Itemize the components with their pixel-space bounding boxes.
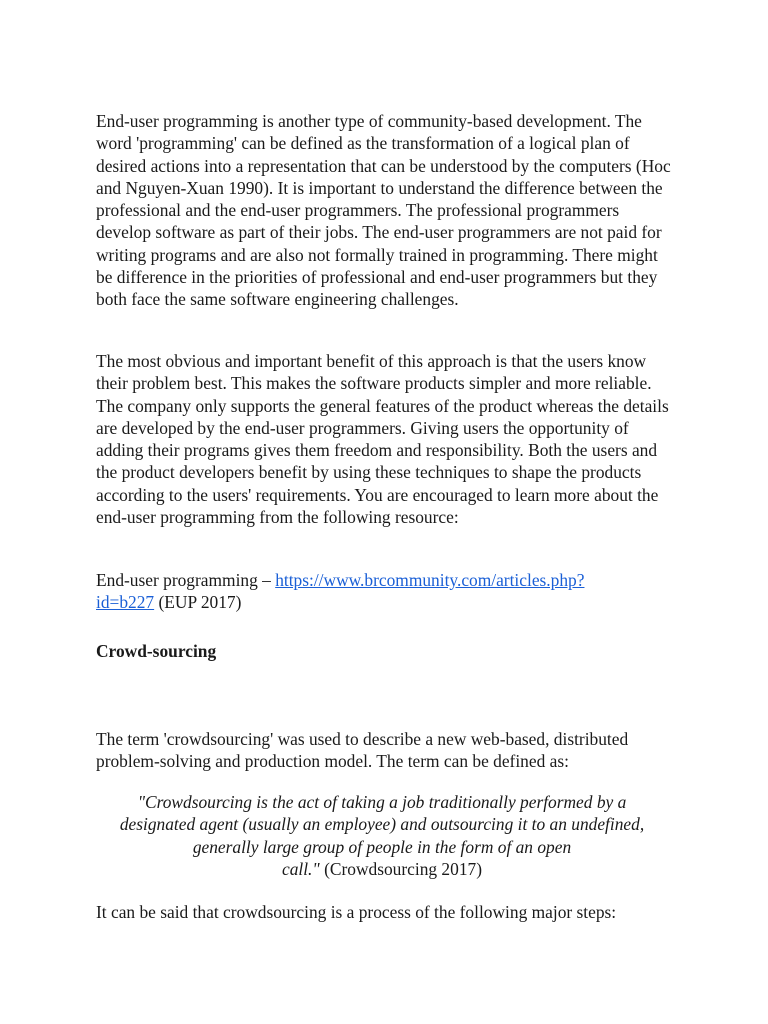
resource-link-line2: id=b227: [96, 592, 155, 613]
quote-line-2: designated agent (usually an employee) and outsourcing it to an undefined,: [119, 814, 645, 835]
section-heading-crowd-sourcing: Crowd-sourcing: [96, 641, 217, 661]
resource-suffix: (EUP 2017): [154, 592, 242, 613]
quote-citation: (Crowdsourcing 2017): [319, 858, 483, 879]
resource-link-line1: https://www.brcommunity.com/articles.php?: [275, 570, 585, 590]
paragraph-end-user-programming: End-user programming is another type of community-based development. The word 'programming' can be defined as the transformation of a logical plan of desired actions into a representation that can be understood by the computers (Hoc and Nguyen-Xuan 1990). It is important to understand the difference between the professional and the end-user programmers. The professional programmers develop software as part of their jobs. The end-user programmers are not paid for writing programs and are also not formally trained in programming. There might be difference in the priorities of professional and end-user programmers but they both face the same software engineering challenges.: [96, 111, 671, 310]
paragraph-resource: [96, 569, 676, 614]
paragraph-benefits: The most obvious and important benefit of this approach is that the users know their problem best. This makes the software products simpler and more reliable. The company only supports the general features of the product whereas the details are developed by the end-user programmers. Giving users the opportunity of adding their programs gives them freedom and responsibility. Both the users and the product developers benefit by using these techniques to shape the products according to the users' requirements. You are encouraged to learn more about the end-user programming from the following resource:: [96, 351, 669, 528]
paragraph-crowdsourcing-definition: The term 'crowdsourcing' was used to describe a new web-based, distributed problem-solving and production model. The term can be defined as:: [96, 729, 629, 772]
block-quote: [92, 791, 672, 880]
paragraph-process-steps: It can be said that crowdsourcing is a process of the following major steps:: [96, 902, 617, 922]
quote-line-3: generally large group of people in the form of an open: [192, 836, 572, 857]
resource-prefix: End-user programming –: [96, 570, 276, 590]
quote-line-1: "Crowdsourcing is the act of taking a job traditionally performed by a: [137, 792, 627, 812]
quote-line-4: call.": [281, 858, 320, 879]
